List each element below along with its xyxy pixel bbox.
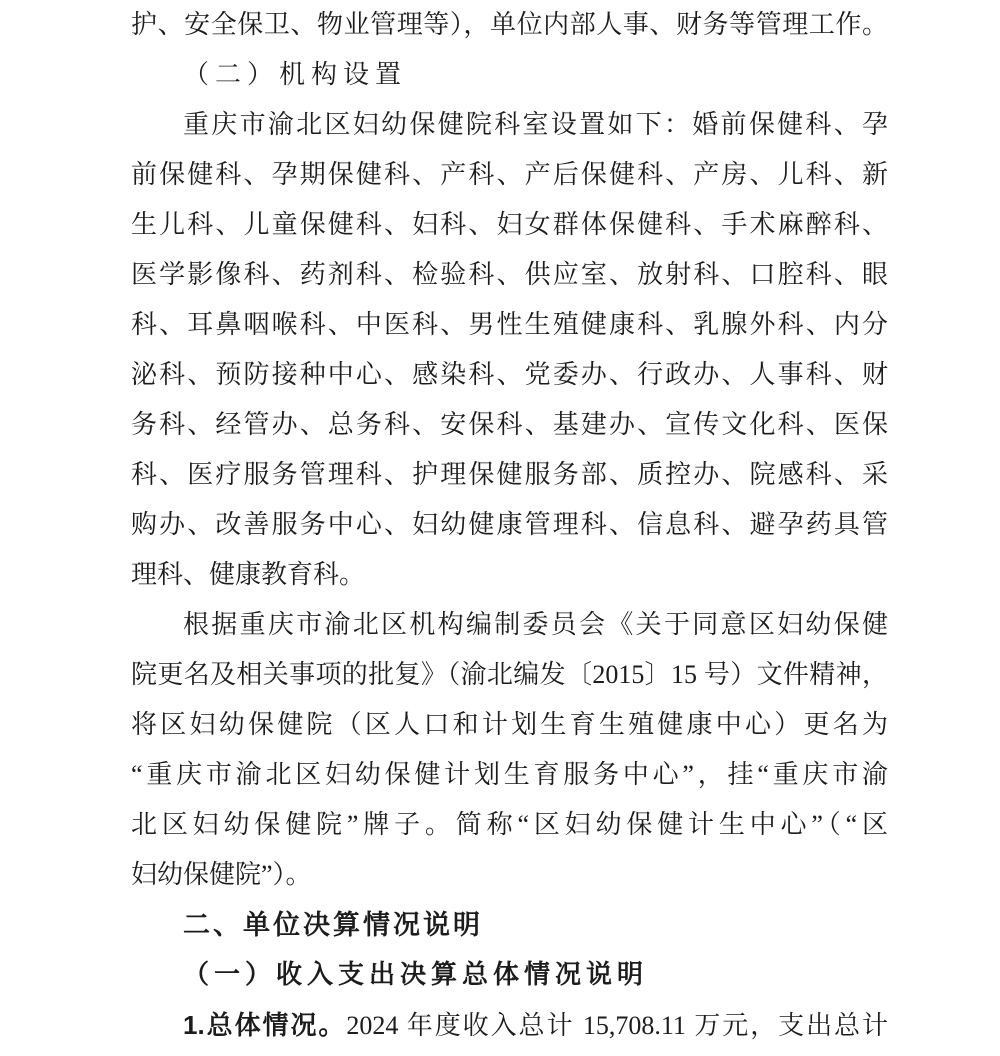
emphasis-text-run: （一）收入支出决算总体情况说明 bbox=[183, 960, 649, 989]
text-run: 护、安全保卫、物业管理等），单位内部人事、财务等管理工作。 bbox=[131, 10, 888, 39]
text-run: 北区妇幼保健院”牌子。简称“区妇幼保健计生中心”（“区 bbox=[131, 810, 888, 839]
document-text-block bbox=[131, 0, 888, 1050]
emphasis-text-run: 1.总体情况。 bbox=[183, 1010, 347, 1040]
text-line bbox=[131, 400, 888, 450]
text-line bbox=[131, 1000, 888, 1050]
text-line bbox=[131, 900, 888, 950]
text-run: 前保健科、孕期保健科、产科、产后保健科、产房、儿科、新 bbox=[131, 160, 888, 189]
text-line bbox=[131, 100, 888, 150]
text-line bbox=[131, 50, 888, 100]
text-run: 院更名及相关事项的批复》（渝北编发〔2015〕15 号）文件精神， bbox=[131, 660, 888, 689]
text-line bbox=[131, 700, 888, 750]
text-run: 根据重庆市渝北区机构编制委员会《关于同意区妇幼保健 bbox=[183, 610, 888, 639]
text-run: 重庆市渝北区妇幼保健院科室设置如下：婚前保健科、孕 bbox=[183, 110, 888, 139]
text-run: 生儿科、儿童保健科、妇科、妇女群体保健科、手术麻醉科、 bbox=[131, 210, 888, 239]
text-line bbox=[131, 500, 888, 550]
text-line bbox=[131, 300, 888, 350]
text-run: 科、耳鼻咽喉科、中医科、男性生殖健康科、乳腺外科、内分 bbox=[131, 310, 888, 339]
text-line bbox=[131, 250, 888, 300]
text-run: 理科、健康教育科。 bbox=[131, 560, 366, 589]
text-run: “重庆市渝北区妇幼保健计划生育服务中心”，挂“重庆市渝 bbox=[131, 760, 888, 789]
emphasis-text-run: 二、单位决算情况说明 bbox=[183, 910, 483, 940]
text-run: 医学影像科、药剂科、检验科、供应室、放射科、口腔科、眼 bbox=[131, 260, 888, 289]
text-line bbox=[131, 650, 888, 700]
text-line bbox=[131, 450, 888, 500]
text-run: 2024 年度收入总计 15,708.11 万元，支出总计 bbox=[346, 1011, 888, 1040]
text-line bbox=[131, 850, 888, 900]
text-line bbox=[131, 200, 888, 250]
text-run: 务科、经管办、总务科、安保科、基建办、宣传文化科、医保 bbox=[131, 410, 888, 439]
text-run: 购办、改善服务中心、妇幼健康管理科、信息科、避孕药具管 bbox=[131, 510, 888, 539]
text-line bbox=[131, 800, 888, 850]
text-line bbox=[131, 0, 888, 50]
text-line bbox=[131, 150, 888, 200]
text-run: 泌科、预防接种中心、感染科、党委办、行政办、人事科、财 bbox=[131, 360, 888, 389]
text-run: 将区妇幼保健院（区人口和计划生育生殖健康中心）更名为 bbox=[131, 710, 888, 739]
text-line bbox=[131, 350, 888, 400]
text-line bbox=[131, 950, 888, 1000]
text-run: 妇幼保健院”）。 bbox=[131, 860, 312, 889]
text-line bbox=[131, 550, 888, 600]
text-run: （二）机构设置 bbox=[183, 60, 408, 89]
text-line bbox=[131, 600, 888, 650]
text-run: 科、医疗服务管理科、护理保健服务部、质控办、院感科、采 bbox=[131, 460, 888, 489]
text-line bbox=[131, 750, 888, 800]
